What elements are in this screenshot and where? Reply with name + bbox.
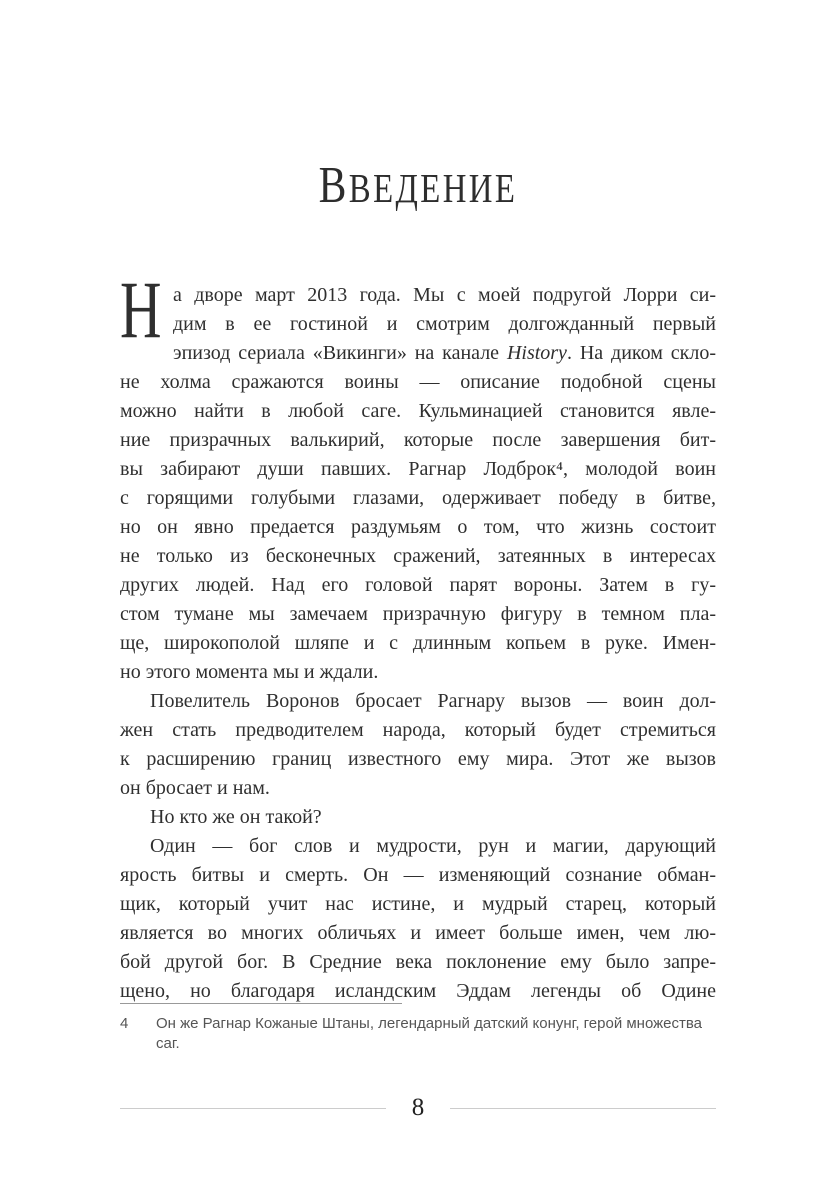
drop-cap xyxy=(120,264,164,355)
text-line: ще, широкополой шляпе и с длинным копьем в руке. Имен- xyxy=(120,632,716,654)
text-line: вы забирают души павших. Рагнар Лодброк⁴, молодой воин xyxy=(120,458,716,480)
text-line: не только из бесконечных сражений, затеянных в интересах xyxy=(120,545,716,567)
footnote-number: 4 xyxy=(120,1015,129,1032)
text-line: бой другой бог. В Средние века поклонение ему было запре- xyxy=(120,951,716,973)
text-line: щено, но благодаря исландским Эддам легенды об Одине xyxy=(120,980,716,1002)
text-line: с горящими голубыми глазами, одерживает победу в битве, xyxy=(120,487,716,509)
paragraph xyxy=(120,687,716,803)
chapter-title xyxy=(180,157,657,214)
drop-cap-letter: Н xyxy=(120,264,162,355)
paragraph-lines xyxy=(120,803,716,832)
paragraph xyxy=(120,832,716,1006)
footnote xyxy=(120,1014,716,1054)
text-line: дим в ее гостиной и смотрим долгожданный первый xyxy=(173,313,716,335)
text-line: Повелитель Воронов бросает Рагнару вызов — воин дол- xyxy=(150,690,716,712)
paragraph xyxy=(120,264,716,687)
text-line: стом тумане мы замечаем призрачную фигуру в темном пла- xyxy=(120,603,716,625)
page-footer xyxy=(120,1090,716,1126)
text-line: ние призрачных валькирий, которые после завершения бит- xyxy=(120,429,716,451)
footnote-separator xyxy=(120,1003,402,1004)
paragraph-lines xyxy=(120,687,716,803)
chapter-title-rest: ВЕДЕНИЕ xyxy=(348,165,518,211)
page-number: 8 xyxy=(411,1094,425,1121)
paragraph-lines xyxy=(120,832,716,1006)
text-line: Но кто же он такой? xyxy=(150,806,322,828)
text-line: щик, который учит нас истине, и мудрый старец, который xyxy=(120,893,716,915)
text-line: но этого момента мы и ждали. xyxy=(120,661,379,683)
paragraph-lines xyxy=(120,264,716,687)
footer-rule-right xyxy=(450,1108,716,1109)
text-line: к расширению границ известного ему мира. Этот же вызов xyxy=(120,748,716,770)
text-line: жен стать предводителем народа, который будет стремиться xyxy=(120,719,716,741)
chapter-title-initial: В xyxy=(318,157,349,214)
text-line: является во многих обличьях и имеет больше имен, чем лю- xyxy=(120,922,716,944)
text-line: он бросает и нам. xyxy=(120,777,270,799)
text-line: можно найти в любой саге. Кульминацией становится явле- xyxy=(120,400,716,422)
text-line: но он явно предается раздумьям о том, что жизнь состоит xyxy=(120,516,716,538)
text-line: а дворе март 2013 года. Мы с моей подругой Лорри си- xyxy=(173,284,716,306)
footer-rule-left xyxy=(120,1108,386,1109)
text-line: Один — бог слов и мудрости, рун и магии, дарующий xyxy=(150,835,716,857)
text-line: эпизод сериала «Викинги» на канале History. На диком скло- xyxy=(173,342,716,364)
text-line: ярость битвы и смерть. Он — изменяющий сознание обман- xyxy=(120,864,716,886)
paragraph xyxy=(120,803,716,832)
footnote-text: Он же Рагнар Кожаные Штаны, легендарный датский конунг, герой множества саг. xyxy=(156,1015,703,1052)
text-line: других людей. Над его головой парят вороны. Затем в гу- xyxy=(120,574,716,596)
text-line: не холма сражаются воины — описание подобной сцены xyxy=(120,371,716,393)
body-text xyxy=(120,264,716,1006)
